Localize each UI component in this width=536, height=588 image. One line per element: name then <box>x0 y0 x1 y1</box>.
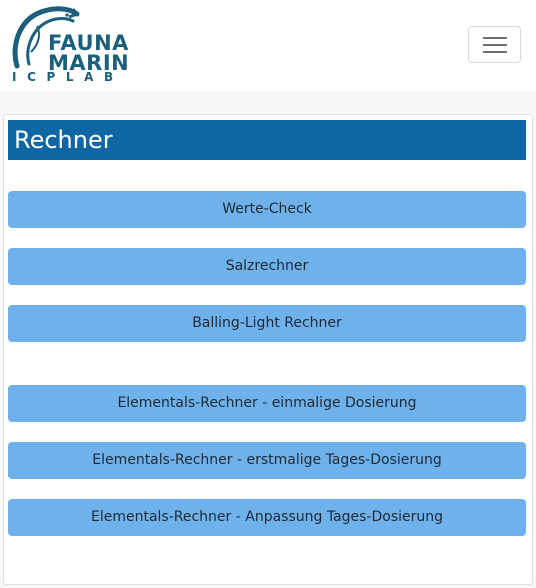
logo-text-icplab: ICPLAB <box>12 70 124 84</box>
werte-check-button[interactable]: Werte-Check <box>8 191 526 228</box>
balling-light-rechner-button[interactable]: Balling-Light Rechner <box>8 305 526 342</box>
salzrechner-button[interactable]: Salzrechner <box>8 248 526 285</box>
elementals-erstmalige-tages-dosierung-button[interactable]: Elementals-Rechner - erstmalige Tages-Dosierung <box>8 442 526 479</box>
logo-text-marin: MARIN <box>48 51 130 75</box>
fauna-marin-logo[interactable] <box>11 6 129 84</box>
hamburger-menu-icon-bar <box>483 44 507 46</box>
card-title: Rechner <box>8 120 526 160</box>
hamburger-menu-icon <box>483 37 507 39</box>
elementals-einmalige-dosierung-button[interactable]: Elementals-Rechner - einmalige Dosierung <box>8 385 526 422</box>
logo-text-fauna: FAUNA <box>48 31 129 55</box>
elementals-anpassung-tages-dosierung-button[interactable]: Elementals-Rechner - Anpassung Tages-Dosierung <box>8 499 526 536</box>
hamburger-menu-icon-bar <box>483 51 507 53</box>
top-navbar <box>0 0 536 90</box>
menu-toggle-button[interactable] <box>468 26 521 63</box>
